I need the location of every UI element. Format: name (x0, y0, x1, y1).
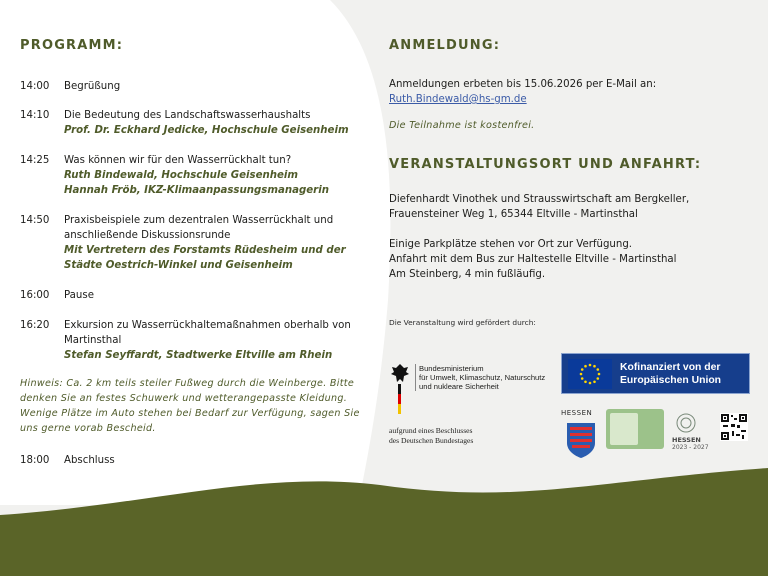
hessen-strategy-label: HESSEN (672, 436, 701, 444)
hint-text: Hinweis: Ca. 2 km teils steiler Fußweg durch die Weinberge. Bitte denken Sie an festes Schuwerk und wetterangepasste Kleidung. Wenige Plätze im Auto stehen bei Bedarf zur Verfügung, sagen Sie uns gerne vorab Bescheid. (20, 378, 360, 434)
hessen-strategy-years: 2023 - 2027 (672, 444, 709, 451)
email-link[interactable]: Ruth.Bindewald@hs-gm.de (389, 94, 527, 105)
anmeldung-text: Anmeldungen erbeten bis 15.06.2026 per E-Mail an: (389, 79, 657, 90)
sponsor-intro: Die Veranstaltung wird gefördert durch: (389, 318, 536, 327)
programm-item (20, 288, 365, 303)
programm-column (20, 38, 365, 468)
bmu-resolution: aufgrund eines Beschlusses (389, 426, 473, 435)
programm-item (20, 108, 365, 138)
climate-program-logo (606, 409, 664, 449)
bus-line-2: Am Steinberg, 4 min fußläufig. (389, 269, 546, 280)
item-time: 18:00 (20, 455, 50, 466)
hessen-label: HESSEN (561, 409, 593, 417)
climate-program-icon (610, 413, 638, 445)
item-title: Begrüßung (64, 81, 121, 92)
eu-text-2: Europäischen Union (620, 374, 722, 386)
bmu-resolution-2: des Deutschen Bundestages (389, 436, 474, 445)
item-time: 14:10 (20, 110, 50, 121)
eu-text: Kofinanziert von der (620, 361, 721, 373)
eu-flag-icon (568, 359, 612, 389)
item-title: Exkursion zu Wasserrückhaltemaßnahmen oberhalb von Martinsthal (64, 320, 351, 346)
item-time: 16:00 (20, 290, 50, 301)
hessen-crest-icon (565, 421, 597, 459)
item-speaker: Stefan Seyffardt, Stadtwerke Eltville am Rhein (64, 350, 333, 361)
free-note: Die Teilnahme ist kostenfrei. (389, 120, 535, 131)
item-speaker: Ruth Bindewald, Hochschule Geisenheim (64, 170, 299, 181)
item-title: Was können wir für den Wasserrückhalt tun? (64, 155, 292, 166)
bmu-name-3: und nukleare Sicherheit (419, 382, 499, 391)
eu-logo (561, 353, 750, 394)
item-title: Pause (64, 290, 94, 301)
item-time: 14:25 (20, 155, 50, 166)
item-time: 14:00 (20, 81, 50, 92)
item-title: Praxisbeispiele zum dezentralen Wasserrückhalt und anschließende Diskussionsrunde (64, 215, 334, 241)
item-time: 14:50 (20, 215, 50, 226)
bmu-name: Bundesministerium (419, 364, 484, 373)
programm-heading: PROGRAMM: (20, 38, 124, 53)
hessen-strategy-logo (672, 412, 710, 451)
info-column (389, 38, 749, 327)
federal-eagle-icon (389, 362, 411, 418)
programm-item (20, 79, 365, 94)
item-speaker: Hannah Fröb, IKZ-Klimaanpassungsmanagerin (64, 185, 329, 196)
anmeldung-heading: ANMELDUNG: (389, 38, 501, 53)
bmu-name-2: für Umwelt, Klimaschutz, Naturschutz (419, 373, 546, 382)
parking-line: Einige Parkplätze stehen vor Ort zur Verfügung. (389, 239, 633, 250)
bus-line: Anfahrt mit dem Bus zur Haltestelle Eltville - Martinsthal (389, 254, 677, 265)
item-title: Abschluss (64, 455, 115, 466)
qr-code-icon[interactable] (720, 413, 748, 441)
item-speaker: Mit Vertretern des Forstamts Rüdesheim und der Städte Oestrich-Winkel und Geisenheim (64, 245, 346, 271)
ort-heading: VERANSTALTUNGSORT UND ANFAHRT: (389, 157, 702, 172)
item-time: 16:20 (20, 320, 50, 331)
venue-line: Diefenhardt Vinothek und Strausswirtschaft am Bergkeller, (389, 194, 690, 205)
item-speaker: Prof. Dr. Eckhard Jedicke, Hochschule Geisenheim (64, 125, 349, 136)
programm-item (20, 453, 365, 468)
programm-item (20, 213, 365, 273)
address-line: Frauensteiner Weg 1, 65344 Eltville - Martinsthal (389, 209, 638, 220)
programm-item (20, 318, 365, 363)
item-title: Die Bedeutung des Landschaftswasserhaushalts (64, 110, 311, 121)
programm-item (20, 153, 365, 198)
leaf-icon (672, 412, 710, 434)
